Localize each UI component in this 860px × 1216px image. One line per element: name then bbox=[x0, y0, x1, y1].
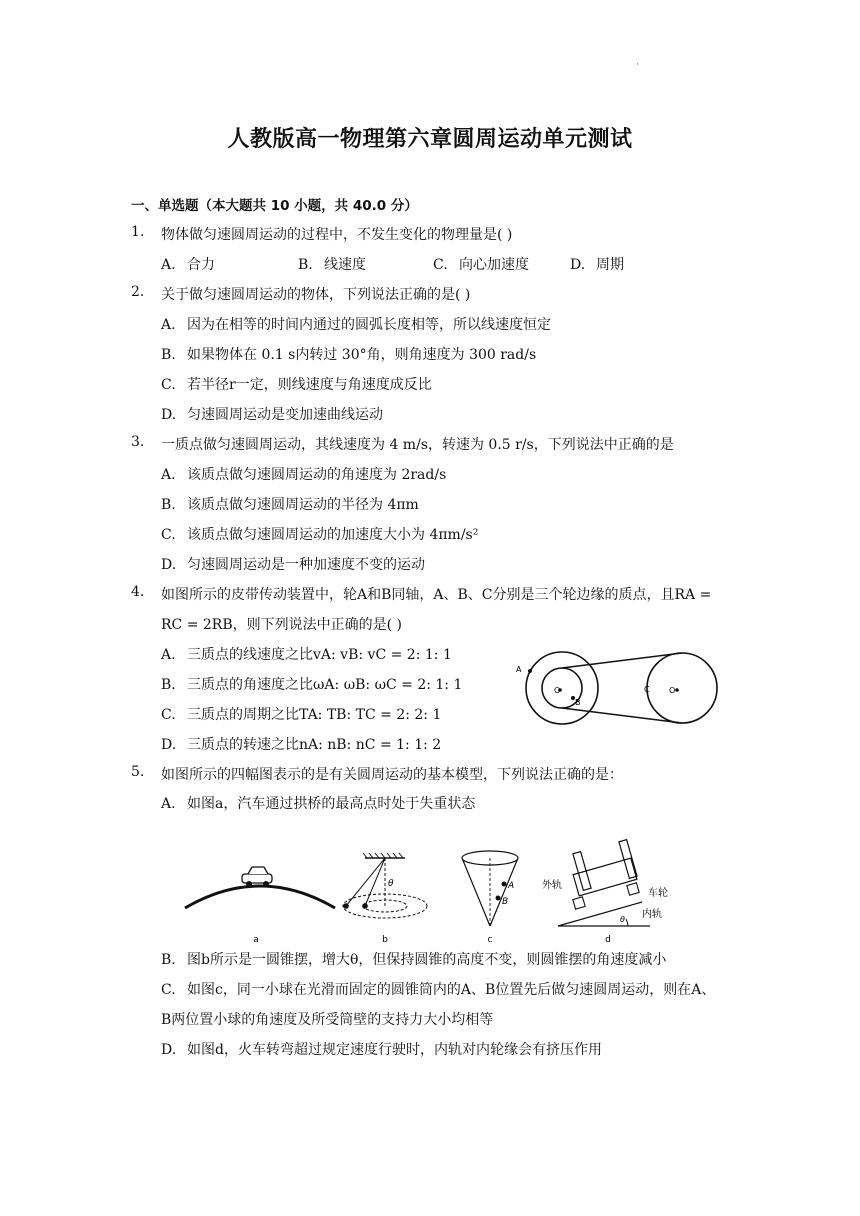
option-a[interactable] bbox=[161, 644, 452, 664]
panel-c-cone bbox=[462, 851, 518, 945]
label-b: B bbox=[575, 698, 581, 707]
panel-label-a: a bbox=[253, 935, 259, 945]
option-c[interactable] bbox=[433, 254, 529, 274]
option-text: 若半径r一定，则线速度与角速度成反比 bbox=[187, 377, 432, 393]
axis-o2 bbox=[675, 688, 679, 692]
option-letter: C. bbox=[161, 707, 176, 723]
option-letter: D. bbox=[161, 557, 177, 573]
question-number: 5. bbox=[131, 764, 145, 780]
option-letter: C. bbox=[161, 377, 176, 393]
question-stem: 物体做匀速圆周运动的过程中，不发生变化的物理量是( ) bbox=[161, 227, 513, 243]
label-c: C bbox=[644, 685, 650, 694]
option-letter: D. bbox=[570, 257, 586, 273]
option-text: 三质点的转速之比nA: nB: nC = 1: 1: 2 bbox=[187, 737, 442, 753]
panel-b-conical-pendulum bbox=[343, 853, 427, 945]
option-c[interactable] bbox=[161, 524, 478, 544]
header-mark: · bbox=[636, 60, 639, 70]
label-a: A bbox=[508, 881, 515, 891]
label-a: A bbox=[516, 665, 522, 674]
option-letter: C. bbox=[161, 527, 176, 543]
option-a[interactable] bbox=[161, 314, 551, 334]
label-b: B bbox=[502, 897, 509, 907]
option-letter: B. bbox=[161, 347, 176, 363]
option-c-continued: B两位置小球的角速度及所受筒壁的支持力大小均相等 bbox=[161, 1012, 494, 1028]
question-stem-continued: RC = 2RB，则下列说法中正确的是( ) bbox=[161, 617, 402, 633]
option-letter: A. bbox=[161, 647, 176, 663]
question-number: 3. bbox=[131, 434, 145, 450]
option-b[interactable] bbox=[161, 949, 666, 969]
option-letter: A. bbox=[161, 317, 176, 333]
question-stem: 如图所示的四幅图表示的是有关圆周运动的基本模型，下列说法正确的是： bbox=[161, 767, 623, 783]
option-a[interactable] bbox=[161, 254, 215, 274]
option-c[interactable] bbox=[161, 374, 432, 394]
option-letter: D. bbox=[161, 407, 177, 423]
theta-label-d: θ bbox=[620, 915, 625, 924]
option-text: 因为在相等的时间内通过的圆弧长度相等，所以线速度恒定 bbox=[187, 317, 551, 333]
option-text: 三质点的线速度之比vA: vB: vC = 2: 1: 1 bbox=[187, 647, 452, 663]
panel-label-c: c bbox=[487, 935, 493, 945]
option-d[interactable] bbox=[161, 1039, 602, 1059]
option-letter: A. bbox=[161, 257, 176, 273]
option-b[interactable] bbox=[161, 344, 536, 364]
question-stem: 关于做匀速圆周运动的物体，下列说法正确的是( ) bbox=[161, 287, 471, 303]
car-wheel bbox=[263, 881, 269, 887]
inner-rail-label: 内轨 bbox=[642, 909, 662, 920]
option-text: 匀速圆周运动是一种加速度不变的运动 bbox=[187, 557, 425, 573]
option-text: 如图d，火车转弯超过规定速度行驶时，内轨对内轮缘会有挤压作用 bbox=[187, 1042, 602, 1058]
belt-bottom bbox=[562, 708, 682, 723]
option-d[interactable] bbox=[161, 554, 425, 574]
option-text: 向心加速度 bbox=[459, 257, 529, 273]
option-text: 如图c，同一小球在光滑而固定的圆锥筒内的A、B位置先后做匀速圆周运动，则在A、 bbox=[187, 982, 716, 998]
panel-d-banked-track bbox=[542, 840, 668, 945]
option-letter: B. bbox=[161, 497, 176, 513]
car-wheel bbox=[246, 881, 252, 887]
option-letter: D. bbox=[161, 1042, 177, 1058]
option-text: 该质点做匀速圆周运动的角速度为 2rad/s bbox=[187, 467, 447, 483]
question-stem: 如图所示的皮带传动装置中，轮A和B同轴，A、B、C分别是三个轮边缘的质点，且RA = bbox=[161, 587, 712, 603]
option-c[interactable] bbox=[161, 704, 441, 724]
option-letter: B. bbox=[298, 257, 313, 273]
option-d[interactable] bbox=[161, 404, 383, 424]
label-o1: O bbox=[554, 686, 561, 695]
option-letter: C. bbox=[433, 257, 448, 273]
question-stem: 一质点做匀速圆周运动，其线速度为 4 m/s，转速为 0.5 r/s，下列说法中正确的是 bbox=[161, 437, 674, 453]
option-text: 线速度 bbox=[324, 257, 366, 273]
option-letter: C. bbox=[161, 982, 176, 998]
option-letter: B. bbox=[161, 677, 176, 693]
option-letter: A. bbox=[161, 796, 176, 812]
option-letter: B. bbox=[161, 952, 176, 968]
option-text: 合力 bbox=[187, 257, 215, 273]
option-text: 三质点的周期之比TA: TB: TC = 2: 2: 1 bbox=[187, 707, 442, 723]
option-c[interactable] bbox=[161, 979, 715, 999]
page-title: 人教版高一物理第六章圆周运动单元测试 bbox=[227, 127, 633, 152]
panel-label-d: d bbox=[605, 935, 611, 945]
car-roof bbox=[248, 867, 268, 874]
circular-motion-models-figure bbox=[180, 846, 680, 946]
section-heading: 一、单选题（本大题共 10 小题，共 40.0 分） bbox=[131, 198, 418, 214]
option-text: 该质点做匀速圆周运动的加速度大小为 4πm/s² bbox=[187, 527, 479, 543]
option-text: 图b所示是一圆锥摆，增大θ，但保持圆锥的高度不变，则圆锥摆的角速度减小 bbox=[187, 952, 667, 968]
wheel-label: 车轮 bbox=[648, 888, 668, 899]
theta-label: θ bbox=[388, 879, 394, 889]
question-number: 4. bbox=[131, 584, 145, 600]
point-a bbox=[528, 669, 532, 673]
belt-drive-figure bbox=[512, 648, 724, 728]
option-text: 三质点的角速度之比ωA: ωB: ωC = 2: 1: 1 bbox=[187, 677, 463, 693]
option-d[interactable] bbox=[570, 254, 624, 274]
outer-rail-label: 外轨 bbox=[542, 880, 562, 891]
label-o2: O bbox=[669, 686, 676, 695]
panel-label-b: b bbox=[382, 935, 388, 945]
option-b[interactable] bbox=[298, 254, 366, 274]
question-number: 1. bbox=[131, 224, 145, 240]
wheel-a bbox=[526, 652, 598, 724]
option-text: 如图a，汽车通过拱桥的最高点时处于失重状态 bbox=[187, 796, 476, 812]
option-letter: D. bbox=[161, 737, 177, 753]
wheel-c bbox=[647, 653, 717, 723]
option-b[interactable] bbox=[161, 674, 462, 694]
panel-a-arch-bridge bbox=[185, 867, 335, 945]
option-a[interactable] bbox=[161, 793, 475, 813]
option-text: 周期 bbox=[596, 257, 624, 273]
option-text: 匀速圆周运动是变加速曲线运动 bbox=[187, 407, 383, 423]
option-letter: A. bbox=[161, 467, 176, 483]
question-number: 2. bbox=[131, 284, 145, 300]
option-b[interactable] bbox=[161, 494, 419, 514]
option-d[interactable] bbox=[161, 734, 441, 754]
option-text: 该质点做匀速圆周运动的半径为 4πm bbox=[187, 497, 419, 513]
belt-top bbox=[562, 653, 682, 668]
option-a[interactable] bbox=[161, 464, 446, 484]
option-text: 如果物体在 0.1 s内转过 30°角，则角速度为 300 rad/s bbox=[187, 347, 537, 363]
